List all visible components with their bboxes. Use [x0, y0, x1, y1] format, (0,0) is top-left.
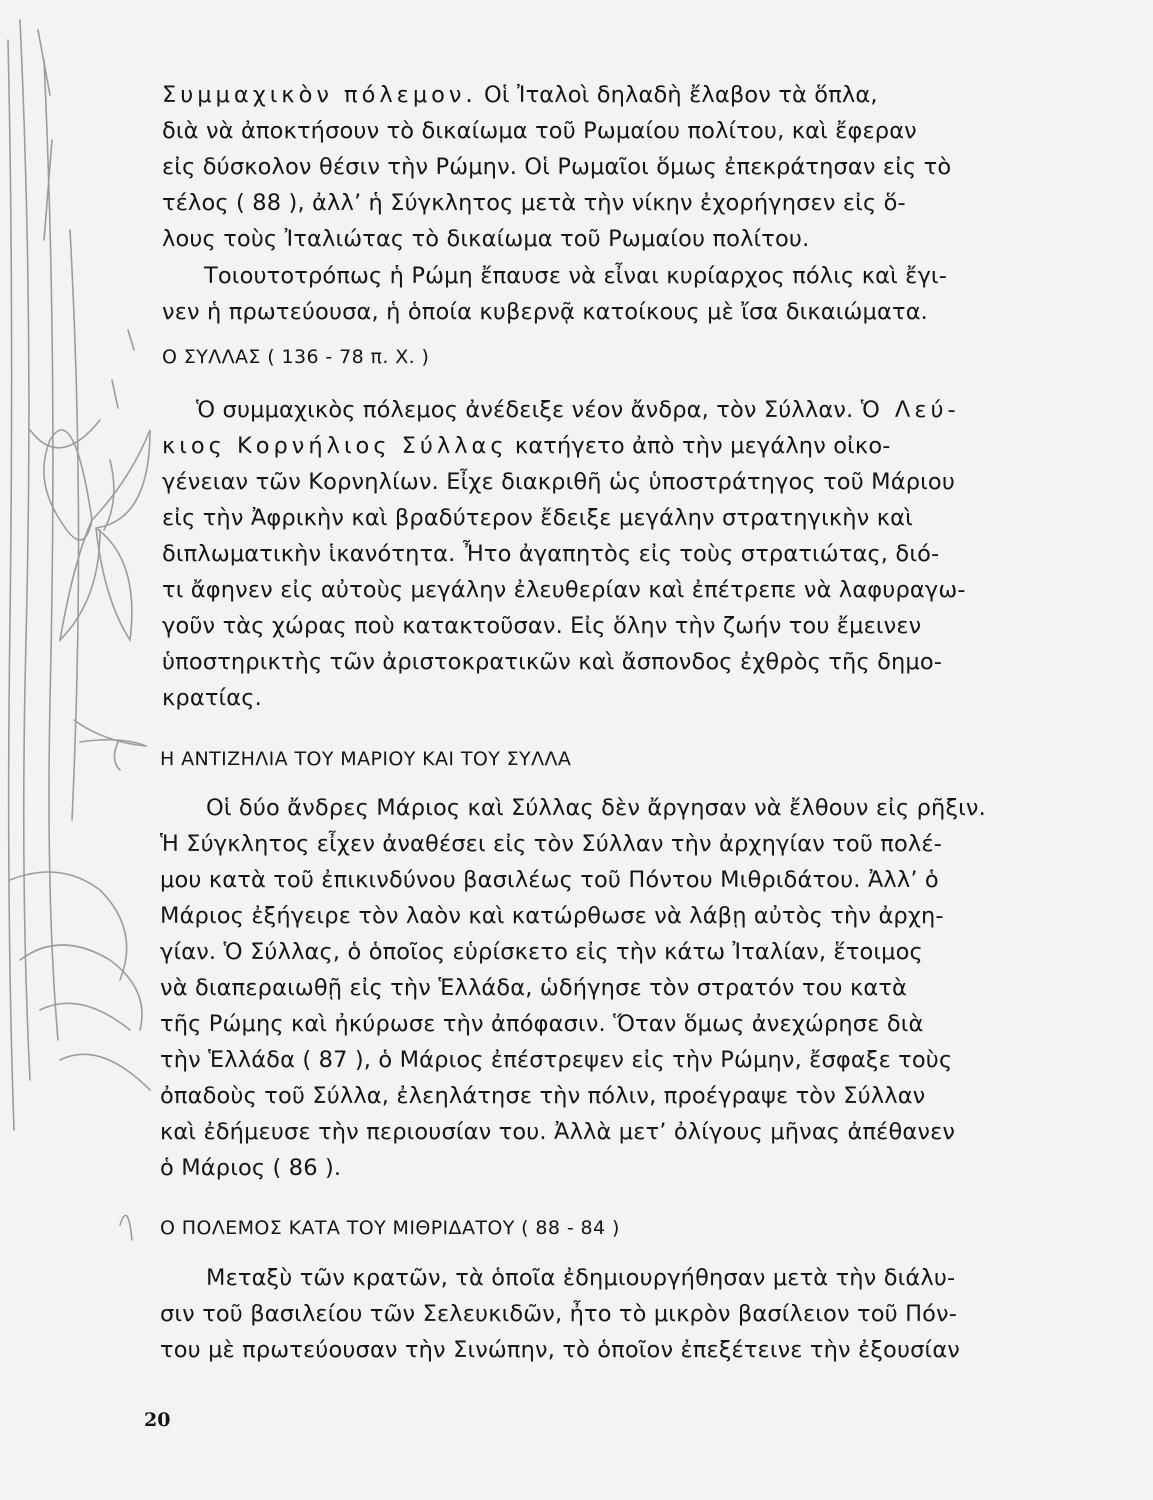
section-heading-rivalry: Η ΑΝΤΙΖΗΛΙΑ ΤΟΥ ΜΑΡΙΟΥ ΚΑΙ ΤΟΥ ΣΥΛΛΑ [160, 748, 572, 770]
section-heading-syllas [162, 339, 429, 375]
text-line: ὑποστηρικτὴς τῶν ἀριστοκρατικῶν καὶ ἄσπονδος ἐχθρὸς τῆς δημο- [162, 649, 943, 675]
text-line: τὴν Ἑλλάδα ( 87 ), ὁ Μάριος ἐπέστρεψεν εἰς τὴν Ρώμην, ἔσφαξε τοὺς [160, 1047, 953, 1073]
text-line: τι ἄφηνεν εἰς αὐτοὺς μεγάλην ἐλευθερίαν καὶ ἐπέτρεπε νὰ λαφυραγω- [162, 577, 966, 603]
heading-title: Ο ΠΟΛΕΜΟΣ ΚΑΤΑ ΤΟΥ ΜΙΘΡΙΔΑΤΟΥ [160, 1217, 515, 1239]
text-line: νεν ἡ πρωτεύουσα, ἡ ὁποία κυβερνᾷ κατοίκους μὲ ἴσα δικαιώματα. [162, 299, 928, 325]
heading-dates: ( 88 - 84 ) [521, 1217, 620, 1239]
emphasized-term: κιος Κορνήλιος Σύλλας [162, 433, 508, 459]
text-line: λους τοὺς Ἰταλιώτας τὸ δικαίωμα τοῦ Ρωμαίου πολίτου. [162, 226, 810, 252]
text-line: κρατίας. [162, 685, 262, 711]
text-line: Τοιουτοτρόπως ἡ Ρώμη ἔπαυσε νὰ εἶναι κυρίαρχος πόλις καὶ ἔγι- [204, 263, 947, 289]
text-line: διπλωματικὴν ἱκανότητα. Ἦτο ἀγαπητὸς εἰς τοὺς στρατιώτας, διό- [162, 541, 940, 567]
text-line: γένειαν τῶν Κορνηλίων. Εἶχε διακριθῆ ὡς ὑποστράτηγος τοῦ Μάριου [162, 469, 955, 495]
text-line: γοῦν τὰς χώρας ποὺ κατακτοῦσαν. Εἰς ὅλην τὴν ζωήν του ἔμεινεν [162, 613, 922, 639]
text-line: Ὁ συμμαχικὸς πόλεμος ἀνέδειξε νέον ἄνδρα, τὸν Σύλλαν. Ὁ Λεύ- [196, 397, 960, 423]
text-line: σιν τοῦ βασιλείου τῶν Σελευκιδῶν, ἦτο τὸ μικρὸν βασίλειον τοῦ Πόν- [160, 1301, 958, 1327]
text-line: Ἡ Σύγκλητος εἶχεν ἀναθέσει εἰς τὸν Σύλλαν τὴν ἀρχηγίαν τοῦ πολέ- [160, 831, 942, 857]
text-line: Οἱ δύο ἄνδρες Μάριος καὶ Σύλλας δὲν ἄργησαν νὰ ἔλθουν εἰς ρῆξιν. [206, 795, 986, 821]
heading-title: Ο ΣΥΛΛΑΣ [162, 346, 261, 368]
text-line: Συμμαχικὸν πόλεμον. Οἱ Ἰταλοὶ δηλαδὴ ἔλαβον τὰ ὅπλα, [162, 82, 878, 108]
text-line: καὶ ἐδήμευσε τὴν περιουσίαν του. Ἀλλὰ μετ’ ὀλίγους μῆνας ἀπέθανεν [160, 1119, 956, 1145]
text-line: Μεταξὺ τῶν κρατῶν, τὰ ὁποῖα ἐδημιουργήθησαν μετὰ τὴν διάλυ- [206, 1265, 956, 1291]
text-line: τῆς Ρώμης καὶ ἠκύρωσε τὴν ἀπόφασιν. Ὅταν ὅμως ἀνεχώρησε διὰ [160, 1011, 924, 1037]
emphasized-term: Συμμαχικὸν πόλεμον. [162, 82, 477, 108]
text-line: εἰς τὴν Ἀφρικὴν καὶ βραδύτερον ἔδειξε μεγάλην στρατηγικὴν καὶ [162, 505, 913, 531]
text-line: του μὲ πρωτεύουσαν τὴν Σινώπην, τὸ ὁποῖον ἐπεξέτεινε τὴν ἐξουσίαν [160, 1337, 961, 1363]
text-line: ὁ Μάριος ( 86 ). [160, 1155, 342, 1181]
text-line: κιος Κορνήλιος Σύλλας κατήγετο ἀπὸ τὴν μεγάλην οἰκο- [162, 433, 891, 459]
text-line: Μάριος ἐξήγειρε τὸν λαὸν καὶ κατώρθωσε νὰ λάβῃ αὐτὸς τὴν ἀρχη- [160, 903, 944, 929]
page-number: 20 [144, 1409, 171, 1431]
text-line: νὰ διαπεραιωθῇ εἰς τὴν Ἑλλάδα, ὡδήγησε τὸν στρατόν του κατὰ [160, 975, 908, 1001]
text-line: τέλος ( 88 ), ἀλλ’ ἡ Σύγκλητος μετὰ τὴν νίκην ἐχορήγησεν εἰς ὅ- [162, 190, 906, 216]
text-line: γίαν. Ὁ Σύλλας, ὁ ὁποῖος εὑρίσκετο εἰς τὴν κάτω Ἰταλίαν, ἕτοιμος [160, 939, 923, 965]
section-heading-mithridates [160, 1210, 620, 1246]
text-line: διὰ νὰ ἀποκτήσουν τὸ δικαίωμα τοῦ Ρωμαίου πολίτου, καὶ ἔφεραν [162, 118, 917, 144]
text-line: εἰς δύσκολον θέσιν τὴν Ρώμην. Οἱ Ρωμαῖοι ὅμως ἐπεκράτησαν εἰς τὸ [162, 154, 952, 180]
text-line: ὀπαδοὺς τοῦ Σύλλα, ἐλεηλάτησε τὴν πόλιν, προέγραψε τὸν Σύλλαν [160, 1083, 926, 1109]
text-line: μου κατὰ τοῦ ἐπικινδύνου βασιλέως τοῦ Πόντου Μιθριδάτου. Ἀλλ’ ὁ [160, 867, 939, 893]
heading-dates: ( 136 - 78 π. Χ. ) [267, 346, 430, 368]
